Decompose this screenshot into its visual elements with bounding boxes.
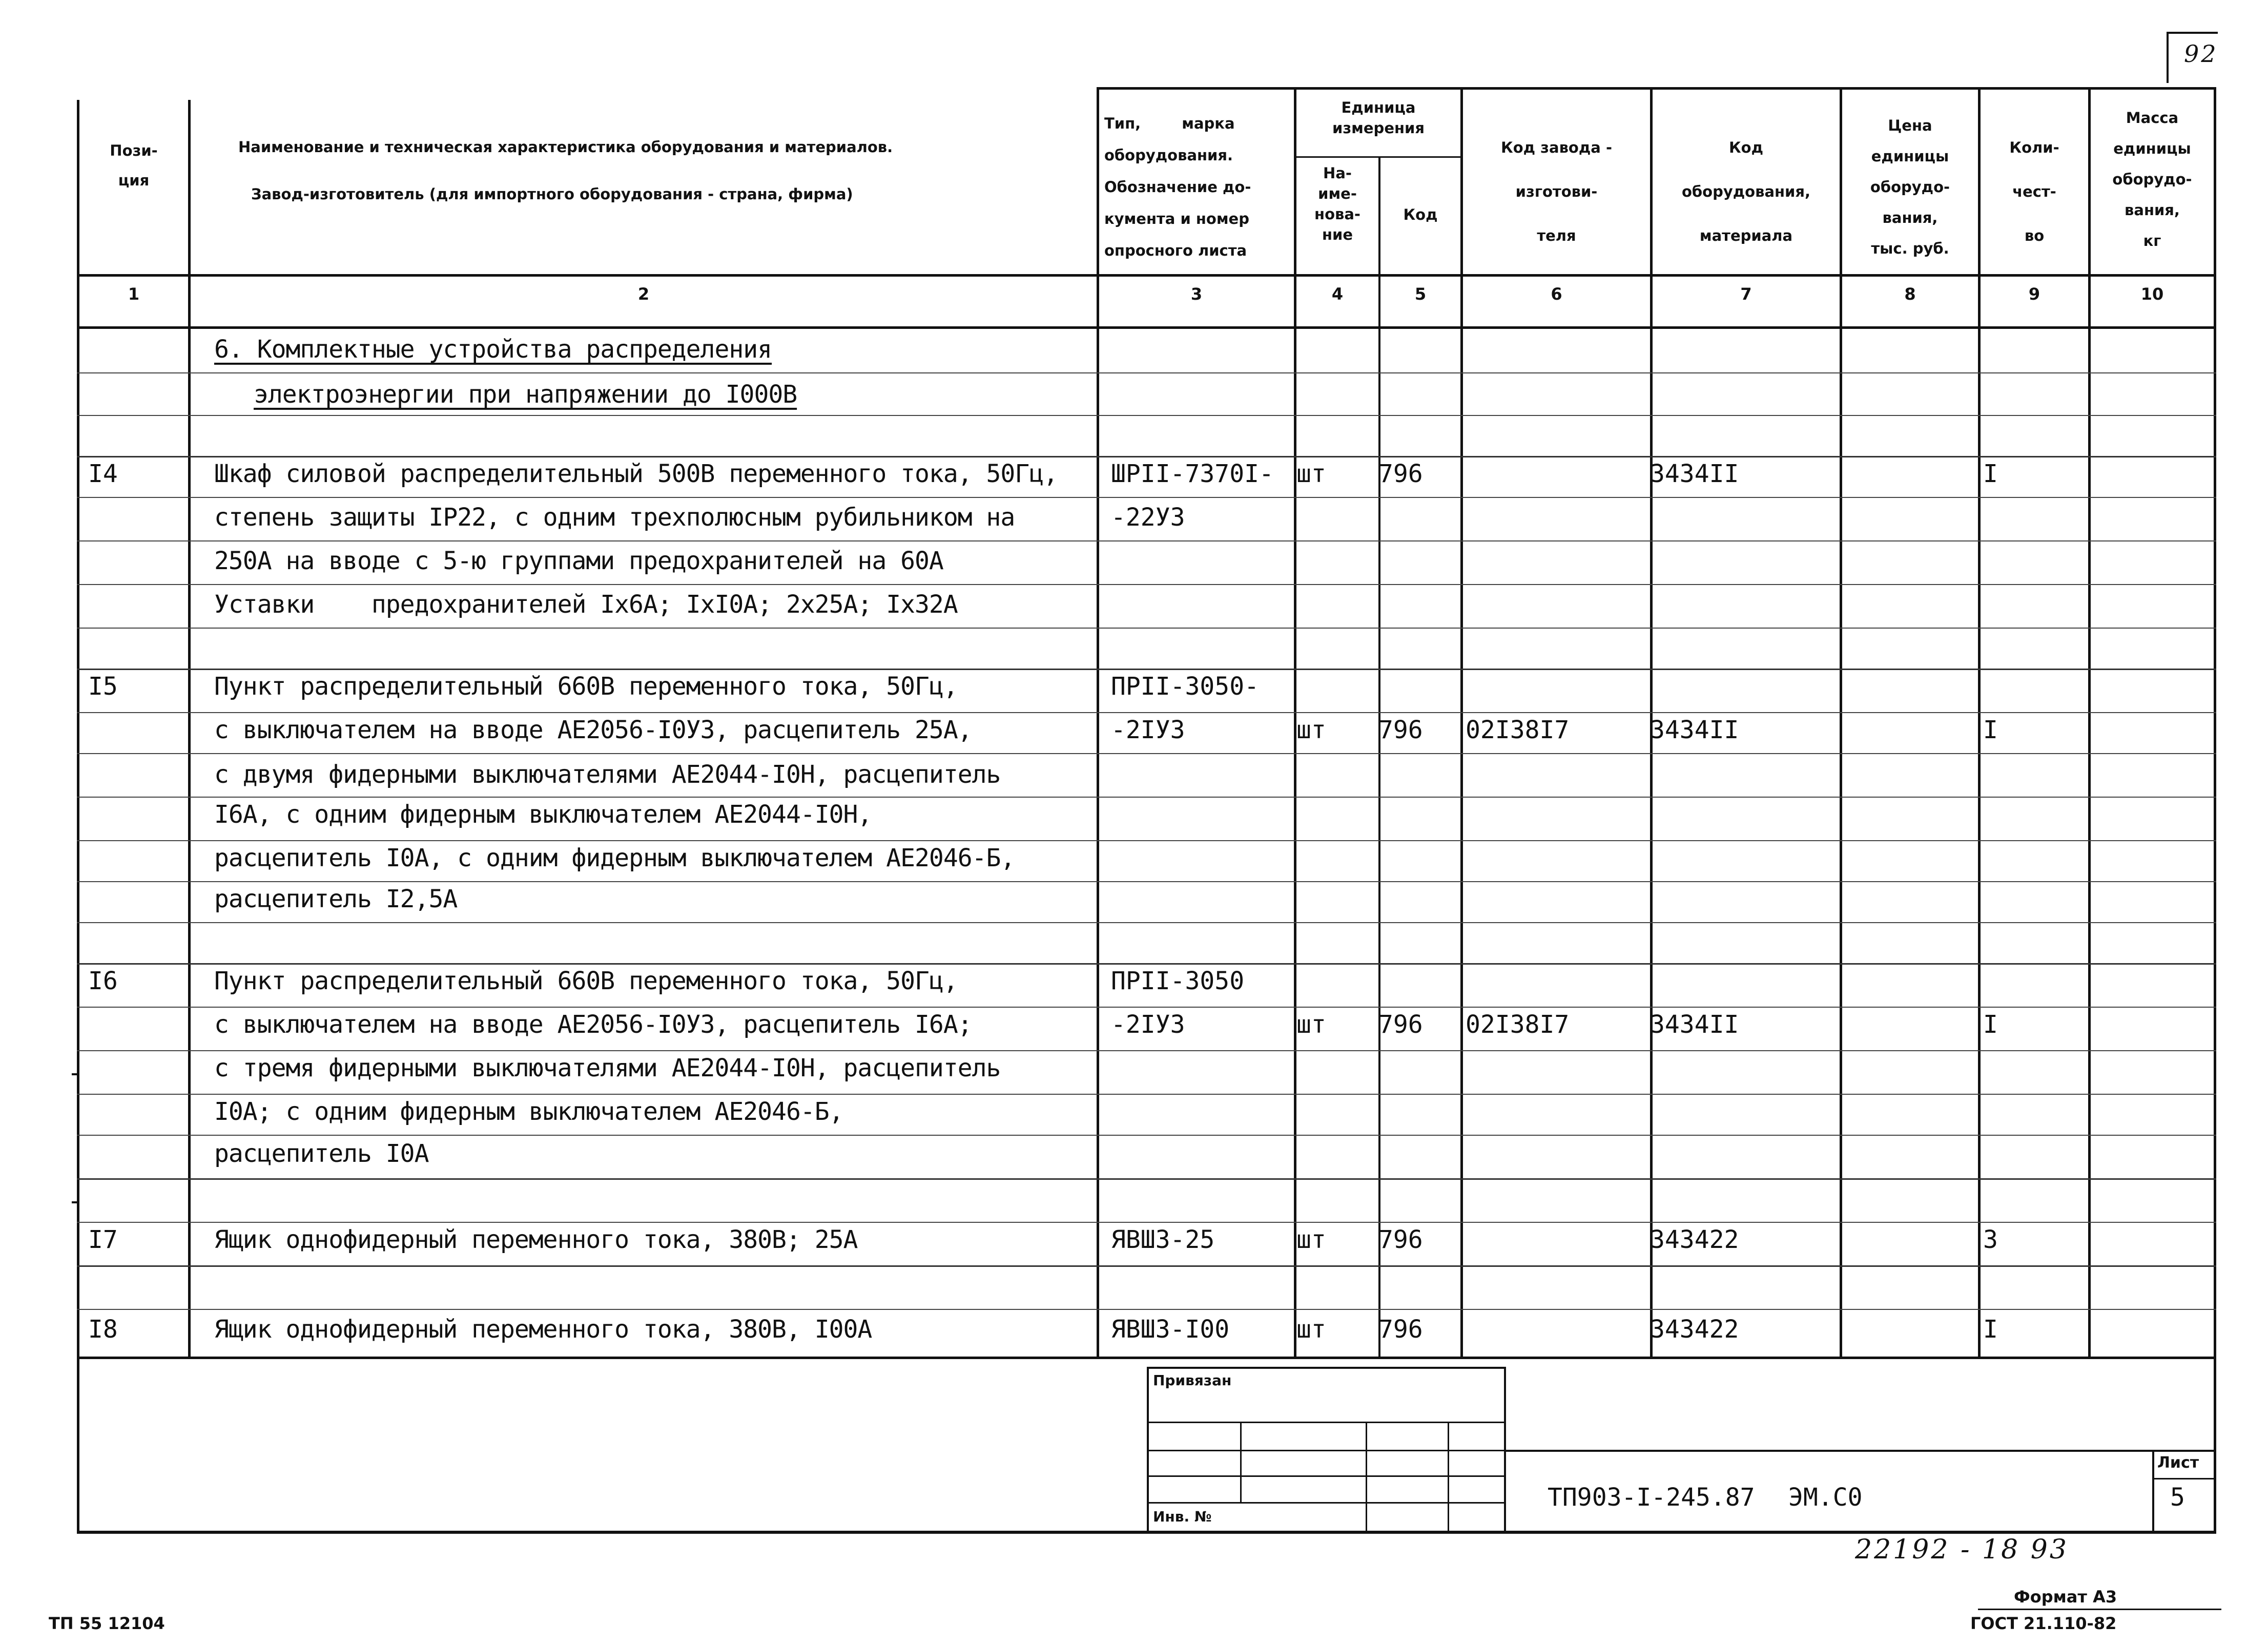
item-unit-code: 796	[1378, 1010, 1423, 1039]
item-position: I4	[88, 460, 118, 488]
item-type: -2IУ3	[1111, 1010, 1185, 1039]
item-position: I5	[88, 672, 118, 701]
item-unit: шт	[1296, 1010, 1326, 1039]
header-price: Цена единицы оборудо- вания, тыс. руб.	[1870, 117, 1950, 257]
sheet-number: 5	[2170, 1483, 2185, 1512]
item-name-line: с двумя фидерными выключателями АЕ2044-I0Н, расцепитель	[214, 760, 1001, 789]
header-equipment-code: Код оборудования, материала	[1681, 139, 1811, 244]
item-name-line: расцепитель I2,5А	[214, 885, 458, 913]
item-name-line: Пункт распределительный 660В переменного тока, 50Гц,	[214, 672, 958, 701]
item-manufacturer-code: 02I38I7	[1466, 716, 1570, 744]
item-unit: шт	[1296, 716, 1326, 744]
item-name-line: Пункт распределительный 660В переменного тока, 50Гц,	[214, 967, 958, 995]
item-unit-code: 796	[1378, 1225, 1423, 1254]
column-number: 4	[1331, 284, 1344, 304]
item-unit-code: 796	[1378, 1315, 1423, 1344]
item-name-line: I6А, с одним фидерным выключателем АЕ2044-I0Н,	[214, 800, 872, 829]
header-unit-code: Код	[1403, 206, 1438, 223]
header-mass: Масса единицы оборудо- вания, кг	[2112, 109, 2192, 249]
header-name-line1: Наименование и техническая характеристика оборудования и материалов.	[238, 138, 893, 156]
item-type: ЯВШ3-25	[1111, 1225, 1215, 1254]
header-unit-group: Единица измерения	[1332, 99, 1425, 137]
item-unit-code: 796	[1378, 716, 1423, 744]
attached-label: Привязан	[1153, 1372, 1232, 1389]
column-number: 7	[1740, 284, 1752, 304]
item-unit: шт	[1296, 1225, 1326, 1254]
item-equipment-code: 3434II	[1650, 716, 1739, 744]
column-number: 8	[1904, 284, 1916, 304]
section-title-line1: 6. Комплектные устройства распределения	[214, 335, 772, 364]
header-name-line2: Завод-изготовитель (для импортного оборудования - страна, фирма)	[251, 185, 853, 203]
header-quantity: Коли- чест- во	[2009, 139, 2059, 244]
item-equipment-code: 3434II	[1650, 1010, 1739, 1039]
document-code: ТП903-I-245.87	[1548, 1483, 1755, 1512]
sheet-label: Лист	[2157, 1454, 2199, 1472]
format-label: Формат А3	[2014, 1587, 2117, 1607]
header-position: Пози- ция	[110, 142, 158, 189]
item-type: -2IУ3	[1111, 716, 1185, 744]
item-equipment-code: 343422	[1650, 1225, 1739, 1254]
item-name-line: степень защиты IP22, с одним трехполюсным рубильником на	[214, 503, 1015, 532]
column-number: 2	[637, 284, 650, 304]
gost-label: ГОСТ 21.110-82	[1970, 1614, 2117, 1633]
item-unit: шт	[1296, 460, 1326, 488]
item-type: ПРII-3050-	[1111, 672, 1259, 701]
section-title-line2: электроэнергии при напряжении до I000В	[254, 380, 797, 409]
column-number: 6	[1551, 284, 1562, 304]
inventory-number-label: Инв. №	[1153, 1508, 1212, 1525]
item-name-line: Шкаф силовой распределительный 500В переменного тока, 50Гц,	[214, 460, 1058, 488]
header-type: Тип, марка оборудования. Обозначение до- кумента и номер опросного листа	[1104, 115, 1251, 259]
item-quantity: I	[1983, 716, 1998, 744]
item-name-line: Ящик однофидерный переменного тока, 380В; 25А	[214, 1225, 858, 1254]
item-name-line: с тремя фидерными выключателями АЕ2044-I0Н, расцепитель	[214, 1054, 1001, 1082]
footer-left-code: ТП 55 12104	[49, 1614, 165, 1633]
page-number-box-border	[2167, 32, 2169, 83]
item-name-line: Ящик однофидерный переменного тока, 380В, I00А	[214, 1315, 872, 1344]
column-number: 5	[1414, 284, 1427, 304]
page-number-box-border	[2167, 32, 2218, 34]
item-manufacturer-code: 02I38I7	[1466, 1010, 1570, 1039]
margin-tick	[72, 1201, 77, 1203]
item-name-line: расцепитель I0А	[214, 1139, 429, 1168]
item-name-line: с выключателем на вводе АЕ2056-I0У3, расцепитель I6А;	[214, 1010, 972, 1039]
item-position: I6	[88, 967, 118, 995]
item-type: -22У3	[1111, 503, 1185, 532]
item-type: ПРII-3050	[1111, 967, 1245, 995]
item-name-line: 250А на вводе с 5-ю группами предохранителей на 60А	[214, 547, 943, 575]
item-quantity: I	[1983, 1010, 1998, 1039]
margin-tick	[72, 1073, 77, 1075]
item-quantity: I	[1983, 460, 1998, 488]
item-name-line: расцепитель I0А, с одним фидерным выключателем АЕ2046-Б,	[214, 844, 1015, 872]
item-type: ЯВШ3-I00	[1111, 1315, 1230, 1344]
item-unit-code: 796	[1378, 460, 1423, 488]
item-equipment-code: 343422	[1650, 1315, 1739, 1344]
item-name-line: I0А; с одним фидерным выключателем АЕ2046-Б,	[214, 1097, 843, 1126]
item-position: I8	[88, 1315, 118, 1344]
item-quantity: 3	[1983, 1225, 1998, 1254]
page-number: 92	[2184, 40, 2218, 68]
column-number: 9	[2028, 284, 2040, 304]
item-quantity: I	[1983, 1315, 1998, 1344]
item-unit: шт	[1296, 1315, 1326, 1344]
item-position: I7	[88, 1225, 118, 1254]
handwritten-registration-number: 22192 - 18 93	[1855, 1534, 2069, 1565]
item-type: ШРII-7370I-	[1111, 460, 1274, 488]
item-name-line: Уставки предохранителей Iх6А; IхI0А; 2х25А; Iх32А	[214, 590, 958, 619]
column-number: 1	[128, 284, 140, 304]
document-suffix: ЭМ.С0	[1788, 1483, 1863, 1512]
column-number: 3	[1190, 284, 1203, 304]
item-equipment-code: 3434II	[1650, 460, 1739, 488]
header-manufacturer-code: Код завода - изготови- теля	[1501, 139, 1612, 244]
item-name-line: с выключателем на вводе АЕ2056-I0У3, расцепитель 25А,	[214, 716, 972, 744]
column-number: 10	[2140, 284, 2164, 304]
header-unit-name: На- име- нова- ние	[1314, 164, 1360, 243]
